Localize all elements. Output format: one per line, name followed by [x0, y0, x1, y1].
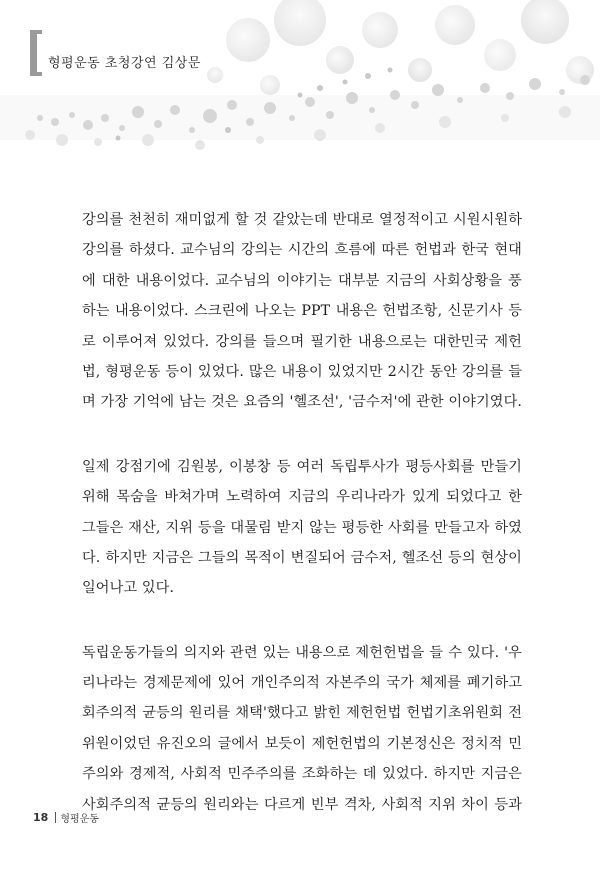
- text-line: 강의를 천천히 재미없게 할 것 같았는데 반대로 열정적이고 시원시원하: [82, 212, 522, 228]
- text-line: 강의를 하셨다. 교수님의 강의는 시간의 흐름에 따른 헌법과 한국 현대: [82, 242, 522, 259]
- text-line: 사회주의적 균등의 원리와는 다르게 빈부 격차, 사회적 지위 차이 등과: [82, 796, 522, 813]
- header-bracket-icon: [30, 30, 42, 76]
- text-line: 일제 강점기에 김원봉, 이봉창 등 여러 독립투사가 평등사회를 만들기: [82, 458, 522, 475]
- paragraph-1: [82, 205, 522, 418]
- text-line: 그들은 재산, 지위 등을 대물림 받지 않는 평등한 사회를 만들고자 하였: [82, 519, 522, 536]
- text-line: 하는 내용이었다. 스크린에 나오는 PPT 내용은 헌법조항, 신문기사 등: [82, 303, 522, 320]
- footer-divider: [55, 812, 56, 823]
- text-line: 독립운동가들의 의지와 관련 있는 내용으로 제헌헌법을 들 수 있다. '우: [82, 644, 522, 661]
- text-line: 며 가장 기억에 남는 것은 요즘의 '헬조선', '금수저'에 관한 이야기였다.: [82, 394, 522, 411]
- text-line: 일어나고 있다.: [82, 580, 175, 597]
- body-text: [82, 205, 522, 854]
- text-line: 다. 하지만 지금은 그들의 목적이 변질되어 금수저, 헬조선 등의 현상이: [82, 549, 522, 566]
- running-header: [30, 30, 201, 76]
- text-line: 회주의적 균등의 원리를 채택'했다고 밝힌 제헌헌법 헌법기초위원회 전: [82, 705, 522, 722]
- text-line: 법, 형평운동 등이 있었다. 많은 내용이 있었지만 2시간 동안 강의를 들: [82, 363, 522, 380]
- paragraph-3: [82, 638, 522, 820]
- text-line: 주의와 경제적, 사회적 민주주의를 조화하는 데 있었다. 하지만 지금은: [82, 766, 522, 783]
- page-footer: [33, 810, 99, 825]
- page-number: 18: [33, 811, 49, 824]
- text-line: 위원이었던 유진오의 글에서 보듯이 제헌헌법의 기본정신은 정치적 민: [82, 735, 522, 752]
- text-line: 리나라는 경제문제에 있어 개인주의적 자본주의 국가 체제를 폐기하고: [82, 675, 522, 692]
- footer-section-title: 형평운동: [60, 814, 99, 825]
- text-line: 로 이루어져 있었다. 강의를 들으며 필기한 내용으로는 대한민국 제헌: [82, 333, 522, 350]
- header-decoration: [0, 0, 600, 170]
- text-line: 에 대한 내용이었다. 교수님의 이야기는 대부분 지금의 사회상황을 풍: [82, 272, 522, 289]
- text-line: 위해 목숨을 바쳐가며 노력하여 지금의 우리나라가 있게 되었다고 한: [82, 489, 522, 506]
- paragraph-2: [82, 452, 522, 604]
- header-title: 형평운동 초청강연 김상문: [48, 55, 201, 71]
